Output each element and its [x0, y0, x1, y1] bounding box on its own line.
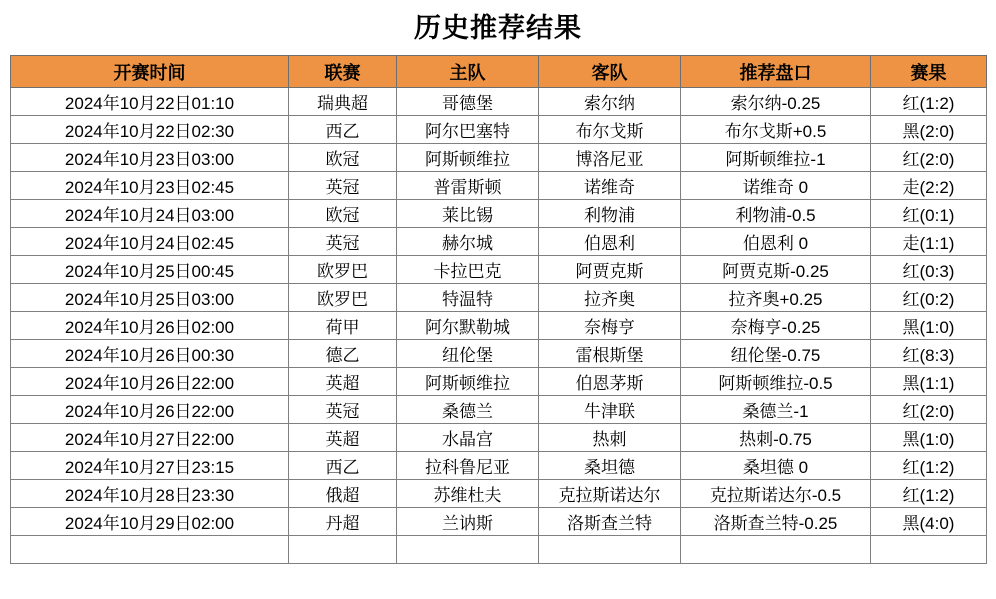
home-team-cell: 普雷斯顿 — [397, 172, 539, 200]
home-team-cell: 阿尔巴塞特 — [397, 116, 539, 144]
recommended-line-cell: 伯恩利 0 — [681, 228, 871, 256]
table-row — [11, 284, 987, 312]
recommended-line-cell: 洛斯查兰特-0.25 — [681, 508, 871, 536]
page-title: 历史推荐结果 — [414, 13, 582, 43]
column-header-league: 联赛 — [289, 56, 397, 88]
away-team-cell: 奈梅亨 — [539, 312, 681, 340]
column-header-line: 推荐盘口 — [681, 56, 871, 88]
result-cell: 红(1:2) — [871, 480, 987, 508]
result-cell: 红(2:0) — [871, 396, 987, 424]
empty-cell — [871, 536, 987, 564]
league-cell: 荷甲 — [289, 312, 397, 340]
recommended-line-cell: 利物浦-0.5 — [681, 200, 871, 228]
sheet-bottom-space — [0, 564, 996, 594]
league-cell: 欧冠 — [289, 200, 397, 228]
result-cell: 走(1:1) — [871, 228, 987, 256]
recommended-line-cell: 克拉斯诺达尔-0.5 — [681, 480, 871, 508]
recommended-line-cell: 阿斯顿维拉-1 — [681, 144, 871, 172]
table-row — [11, 340, 987, 368]
result-cell: 黑(4:0) — [871, 508, 987, 536]
table-header-row — [11, 56, 987, 88]
table-row — [11, 256, 987, 284]
away-team-cell: 克拉斯诺达尔 — [539, 480, 681, 508]
away-team-cell: 博洛尼亚 — [539, 144, 681, 172]
empty-table-row — [11, 536, 987, 564]
match-time-cell: 2024年10月23日03:00 — [11, 144, 289, 172]
home-team-cell: 阿斯顿维拉 — [397, 144, 539, 172]
match-time-cell: 2024年10月22日02:30 — [11, 116, 289, 144]
away-team-cell: 伯恩利 — [539, 228, 681, 256]
league-cell: 西乙 — [289, 452, 397, 480]
table-row — [11, 424, 987, 452]
match-time-cell: 2024年10月24日02:45 — [11, 228, 289, 256]
home-team-cell: 水晶宫 — [397, 424, 539, 452]
away-team-cell: 布尔戈斯 — [539, 116, 681, 144]
home-team-cell: 拉科鲁尼亚 — [397, 452, 539, 480]
away-team-cell: 伯恩茅斯 — [539, 368, 681, 396]
away-team-cell: 阿贾克斯 — [539, 256, 681, 284]
match-time-cell: 2024年10月24日03:00 — [11, 200, 289, 228]
home-team-cell: 莱比锡 — [397, 200, 539, 228]
recommended-line-cell: 热刺-0.75 — [681, 424, 871, 452]
league-cell: 英冠 — [289, 172, 397, 200]
table-row — [11, 480, 987, 508]
result-cell: 黑(1:1) — [871, 368, 987, 396]
match-time-cell: 2024年10月26日22:00 — [11, 396, 289, 424]
table-row — [11, 508, 987, 536]
home-team-cell: 苏维杜夫 — [397, 480, 539, 508]
away-team-cell: 桑坦德 — [539, 452, 681, 480]
result-cell: 红(2:0) — [871, 144, 987, 172]
league-cell: 英冠 — [289, 396, 397, 424]
home-team-cell: 桑德兰 — [397, 396, 539, 424]
home-team-cell: 纽伦堡 — [397, 340, 539, 368]
home-team-cell: 特温特 — [397, 284, 539, 312]
league-cell: 瑞典超 — [289, 88, 397, 116]
recommended-line-cell: 阿斯顿维拉-0.5 — [681, 368, 871, 396]
recommended-line-cell: 布尔戈斯+0.5 — [681, 116, 871, 144]
empty-cell — [681, 536, 871, 564]
recommended-line-cell: 桑德兰-1 — [681, 396, 871, 424]
league-cell: 欧冠 — [289, 144, 397, 172]
match-time-cell: 2024年10月23日02:45 — [11, 172, 289, 200]
result-cell: 走(2:2) — [871, 172, 987, 200]
recommended-line-cell: 纽伦堡-0.75 — [681, 340, 871, 368]
table-row — [11, 312, 987, 340]
column-header-away: 客队 — [539, 56, 681, 88]
table-row — [11, 228, 987, 256]
table-row — [11, 368, 987, 396]
league-cell: 俄超 — [289, 480, 397, 508]
away-team-cell: 拉齐奥 — [539, 284, 681, 312]
table-row — [11, 452, 987, 480]
away-team-cell: 洛斯查兰特 — [539, 508, 681, 536]
away-team-cell: 索尔纳 — [539, 88, 681, 116]
league-cell: 欧罗巴 — [289, 284, 397, 312]
empty-cell — [397, 536, 539, 564]
column-header-home: 主队 — [397, 56, 539, 88]
empty-cell — [11, 536, 289, 564]
recommended-line-cell: 诺维奇 0 — [681, 172, 871, 200]
empty-cell — [539, 536, 681, 564]
result-cell: 红(1:2) — [871, 452, 987, 480]
match-time-cell: 2024年10月26日22:00 — [11, 368, 289, 396]
home-team-cell: 哥德堡 — [397, 88, 539, 116]
result-cell: 黑(1:0) — [871, 424, 987, 452]
column-header-result: 赛果 — [871, 56, 987, 88]
match-time-cell: 2024年10月28日23:30 — [11, 480, 289, 508]
recommended-line-cell: 索尔纳-0.25 — [681, 88, 871, 116]
table-header — [11, 56, 987, 88]
recommended-line-cell: 阿贾克斯-0.25 — [681, 256, 871, 284]
match-time-cell: 2024年10月25日00:45 — [11, 256, 289, 284]
column-header-time: 开赛时间 — [11, 56, 289, 88]
table-body — [11, 88, 987, 564]
home-team-cell: 兰讷斯 — [397, 508, 539, 536]
home-team-cell: 赫尔城 — [397, 228, 539, 256]
table-row — [11, 88, 987, 116]
recommended-line-cell: 桑坦德 0 — [681, 452, 871, 480]
match-time-cell: 2024年10月25日03:00 — [11, 284, 289, 312]
table-row — [11, 172, 987, 200]
match-time-cell: 2024年10月27日22:00 — [11, 424, 289, 452]
table-row — [11, 200, 987, 228]
league-cell: 西乙 — [289, 116, 397, 144]
result-cell: 红(0:1) — [871, 200, 987, 228]
match-time-cell: 2024年10月29日02:00 — [11, 508, 289, 536]
league-cell: 英超 — [289, 424, 397, 452]
match-time-cell: 2024年10月27日23:15 — [11, 452, 289, 480]
away-team-cell: 雷根斯堡 — [539, 340, 681, 368]
league-cell: 英超 — [289, 368, 397, 396]
table-row — [11, 116, 987, 144]
home-team-cell: 阿尔默勒城 — [397, 312, 539, 340]
result-cell: 黑(2:0) — [871, 116, 987, 144]
away-team-cell: 热刺 — [539, 424, 681, 452]
league-cell: 英冠 — [289, 228, 397, 256]
result-cell: 红(1:2) — [871, 88, 987, 116]
result-cell: 红(0:2) — [871, 284, 987, 312]
result-cell: 红(8:3) — [871, 340, 987, 368]
league-cell: 丹超 — [289, 508, 397, 536]
away-team-cell: 牛津联 — [539, 396, 681, 424]
match-time-cell: 2024年10月22日01:10 — [11, 88, 289, 116]
recommended-line-cell: 奈梅亨-0.25 — [681, 312, 871, 340]
away-team-cell: 利物浦 — [539, 200, 681, 228]
recommended-line-cell: 拉齐奥+0.25 — [681, 284, 871, 312]
league-cell: 德乙 — [289, 340, 397, 368]
table-row — [11, 144, 987, 172]
home-team-cell: 卡拉巴克 — [397, 256, 539, 284]
away-team-cell: 诺维奇 — [539, 172, 681, 200]
home-team-cell: 阿斯顿维拉 — [397, 368, 539, 396]
match-time-cell: 2024年10月26日00:30 — [11, 340, 289, 368]
league-cell: 欧罗巴 — [289, 256, 397, 284]
result-cell: 黑(1:0) — [871, 312, 987, 340]
history-results-table — [10, 55, 987, 564]
empty-cell — [289, 536, 397, 564]
table-row — [11, 396, 987, 424]
match-time-cell: 2024年10月26日02:00 — [11, 312, 289, 340]
result-cell: 红(0:3) — [871, 256, 987, 284]
